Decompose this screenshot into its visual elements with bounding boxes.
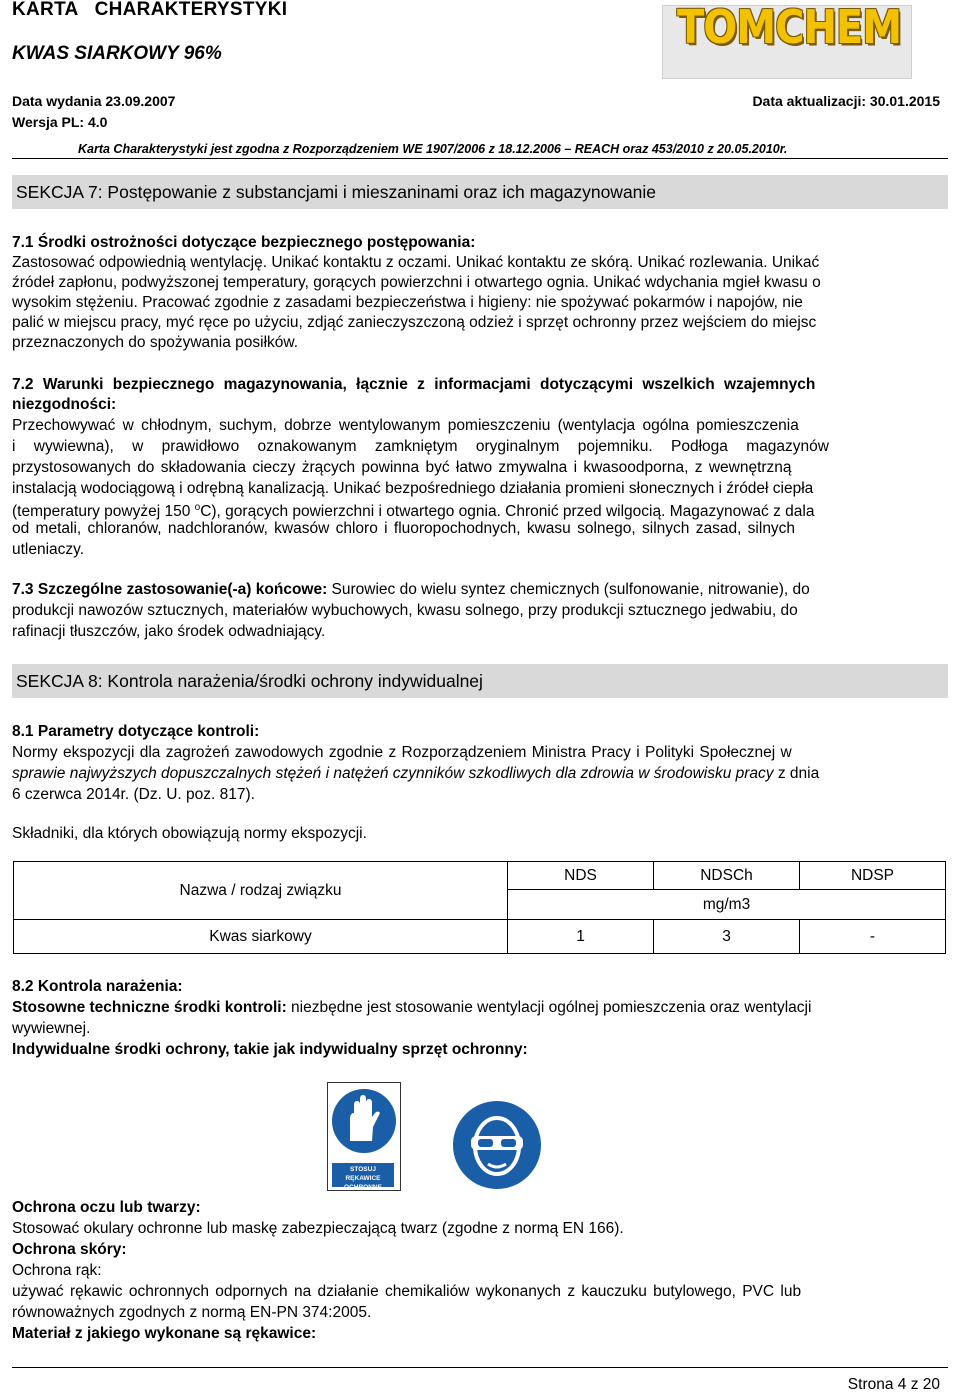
cell-ndsch: 3: [654, 920, 800, 954]
s81-heading: 8.1 Parametry dotyczące kontroli:: [12, 723, 260, 740]
section-7-header: [12, 175, 948, 209]
cell-ndsp: -: [800, 920, 946, 954]
s71-line2: źródeł zapłonu, podwyższonej temperatury, gorących powierzchni i otwartego ognia. Unikać wdychania mgieł kwasu o: [12, 274, 821, 291]
gloves-icon: [328, 1083, 400, 1161]
tech-rest: niezbędne jest stosowanie wentylacji ogólnej pomieszczenia oraz wentylacji: [286, 999, 812, 1016]
s73-heading: 7.3 Szczególne zastosowanie(-a) końcowe:: [12, 581, 328, 598]
s72-line5b: C), gorących powierzchni i otwartego ognia. Chronić przed wilgocią. Magazynować z dala: [200, 503, 815, 521]
issue-date: Data wydania 23.09.2007: [12, 93, 176, 109]
s73-line1: [12, 580, 810, 600]
version: Wersja PL: 4.0: [12, 114, 108, 130]
eye-heading: Ochrona oczu lub twarzy:: [12, 1199, 201, 1216]
glove-material-heading: Materiał z jakiego wykonane są rękawice:: [12, 1325, 317, 1342]
section-8-header: [12, 664, 948, 698]
s72-line2: i wywiewna), w prawidłowo oznakowanym zamkniętym oryginalnym pojemniku. Podłoga magazynów: [12, 438, 829, 455]
col-header-nds: NDS: [508, 862, 654, 890]
section-8-title: SEKCJA 8: Kontrola narażenia/środki ochrony indywidualnej: [16, 671, 483, 691]
s73-line2: produkcji nawozów sztucznych, materiałów wybuchowych, kwasu solnego, przy produkcji sztucznego jedwabiu, do: [12, 602, 798, 619]
glove-sign-line2: OCHRONNE: [344, 1184, 382, 1191]
document-type: KARTA CHARAKTERYSTYKI: [12, 0, 288, 20]
col-header-ndsch: NDSCh: [654, 862, 800, 890]
gloves-sign: [327, 1082, 401, 1191]
s73-line3: rafinacji tłuszczów, jako środek odwadniający.: [12, 623, 326, 640]
logo-text: TOMCHEM: [677, 1, 902, 55]
components-note: Składniki, dla których obowiązują normy ekspozycji.: [12, 825, 367, 842]
cell-name: Kwas siarkowy: [14, 920, 508, 954]
header-divider: [12, 158, 948, 159]
footer-divider: [12, 1367, 948, 1368]
s72-line5a: (temperatury powyżej 150: [12, 503, 195, 521]
s71-line5: przeznaczonych do spożywania posiłków.: [12, 334, 299, 351]
s81-line2-rest: z dnia: [773, 765, 820, 782]
company-logo: [662, 1, 912, 79]
product-name: KWAS SIARKOWY 96%: [12, 43, 222, 64]
s71-line4: palić w miejscu pracy, myć ręce po użyciu, zdjąć zanieczyszczoną odzież i sprzęt ochronny przez wejściem do miejsc: [12, 314, 817, 331]
s71-line3-rest: Pracować zgodnie z zasadami bezpieczeństwa i higieny: nie spożywać pokarmów i napojów, nie: [137, 294, 803, 311]
hands-label: Ochrona rąk:: [12, 1262, 102, 1279]
degree-sup: o: [194, 502, 201, 513]
s81-line2-italic: sprawie najwyższych dopuszczalnych stężeń i natężeń czynników szkodliwych dla zdrowia w środowisku pracy: [12, 765, 774, 782]
goggles-sign: [452, 1100, 542, 1190]
glove-sign-label: [332, 1163, 394, 1191]
s82-tech-line1: [12, 998, 811, 1018]
s82-tech-line2: wywiewnej.: [12, 1020, 91, 1037]
ppe-heading: Indywidualne środki ochrony, takie jak indywidualny sprzęt ochronny:: [12, 1041, 528, 1058]
table-row: [14, 920, 946, 954]
s82-heading: 8.2 Kontrola narażenia:: [12, 978, 183, 995]
s72-line6: od metali, chloranów, nadchloranów, kwasów chloro i fluoropochodnych, kwasu solnego, silnych zasad, silnych: [12, 520, 796, 537]
update-date: Data aktualizacji: 30.01.2015: [752, 93, 940, 109]
cell-nds: 1: [508, 920, 654, 954]
s71-line1: Zastosować odpowiednią wentylację. Unikać kontaktu z oczami. Unikać kontaktu ze skórą. Unikać rozlewania. Unikać: [12, 254, 820, 271]
s72-line4: instalacją wodociągową i odrębną kanalizacją. Unikać bezpośredniego działania promieni słonecznych i źródeł ciepła: [12, 480, 814, 497]
exposure-table: [13, 861, 946, 954]
s72-heading-line1: 7.2 Warunki bezpiecznego magazynowania, łącznie z informacjami dotyczącymi wszelkich wzajemnych: [12, 376, 816, 393]
s73-line1-rest: Surowiec do wielu syntez chemicznych (sulfonowanie, nitrowanie), do: [327, 581, 810, 598]
eye-text: Stosować okulary ochronne lub maskę zabezpieczającą twarz (zgodne z normą EN 166).: [12, 1220, 624, 1237]
s71-line3-start: wysokim stężeniu.: [12, 294, 138, 311]
skin-heading: Ochrona skóry:: [12, 1241, 127, 1258]
s72-heading-line2: niezgodności:: [12, 396, 117, 413]
face-shield-icon: [452, 1100, 542, 1190]
s81-line3: 6 czerwca 2014r. (Dz. U. poz. 817).: [12, 786, 255, 803]
s81-line1: Normy ekspozycji dla zagrożeń zawodowych zgodnie z Rozporządzeniem Ministra Pracy i Polityki Społecznej w: [12, 744, 792, 761]
glove-sign-line1: STOSUJ RĘKAWICE: [345, 1166, 381, 1182]
page-number: Strona 4 z 20: [847, 1376, 940, 1393]
regulation-note: Karta Charakterystyki jest zgodna z Rozporządzeniem WE 1907/2006 z 18.12.2006 – REACH oraz 453/2010 z 20.05.2010r.: [78, 142, 788, 156]
unit-cell: mg/m3: [508, 890, 946, 920]
s71-line3: [12, 293, 803, 313]
s81-line2: [12, 764, 819, 784]
tech-label: Stosowne techniczne środki kontroli:: [12, 999, 287, 1016]
hands-line2: równoważnych zgodnych z normą EN-PN 374:2005.: [12, 1304, 372, 1321]
section-7-title: SEKCJA 7: Postępowanie z substancjami i mieszaninami oraz ich magazynowanie: [16, 182, 657, 202]
hands-line1: używać rękawic ochronnych odpornych na działanie chemikaliów wykonanych z kauczuku butylowego, PVC lub: [12, 1283, 802, 1300]
s72-line7: utleniaczy.: [12, 541, 85, 558]
s72-line3: przystosowanych do składowania cieczy żrących powinna być łatwo zmywalna i kwasoodporna, z wewnętrzną: [12, 459, 792, 476]
s71-heading: 7.1 Środki ostrożności dotyczące bezpiecznego postępowania:: [12, 234, 476, 251]
s72-line1: Przechowywać w chłodnym, suchym, dobrze wentylowanym pomieszczeniu (wentylacja ogólna pomieszczenia: [12, 417, 799, 434]
col-header-ndsp: NDSP: [800, 862, 946, 890]
col-header-name: Nazwa / rodzaj związku: [14, 862, 508, 920]
